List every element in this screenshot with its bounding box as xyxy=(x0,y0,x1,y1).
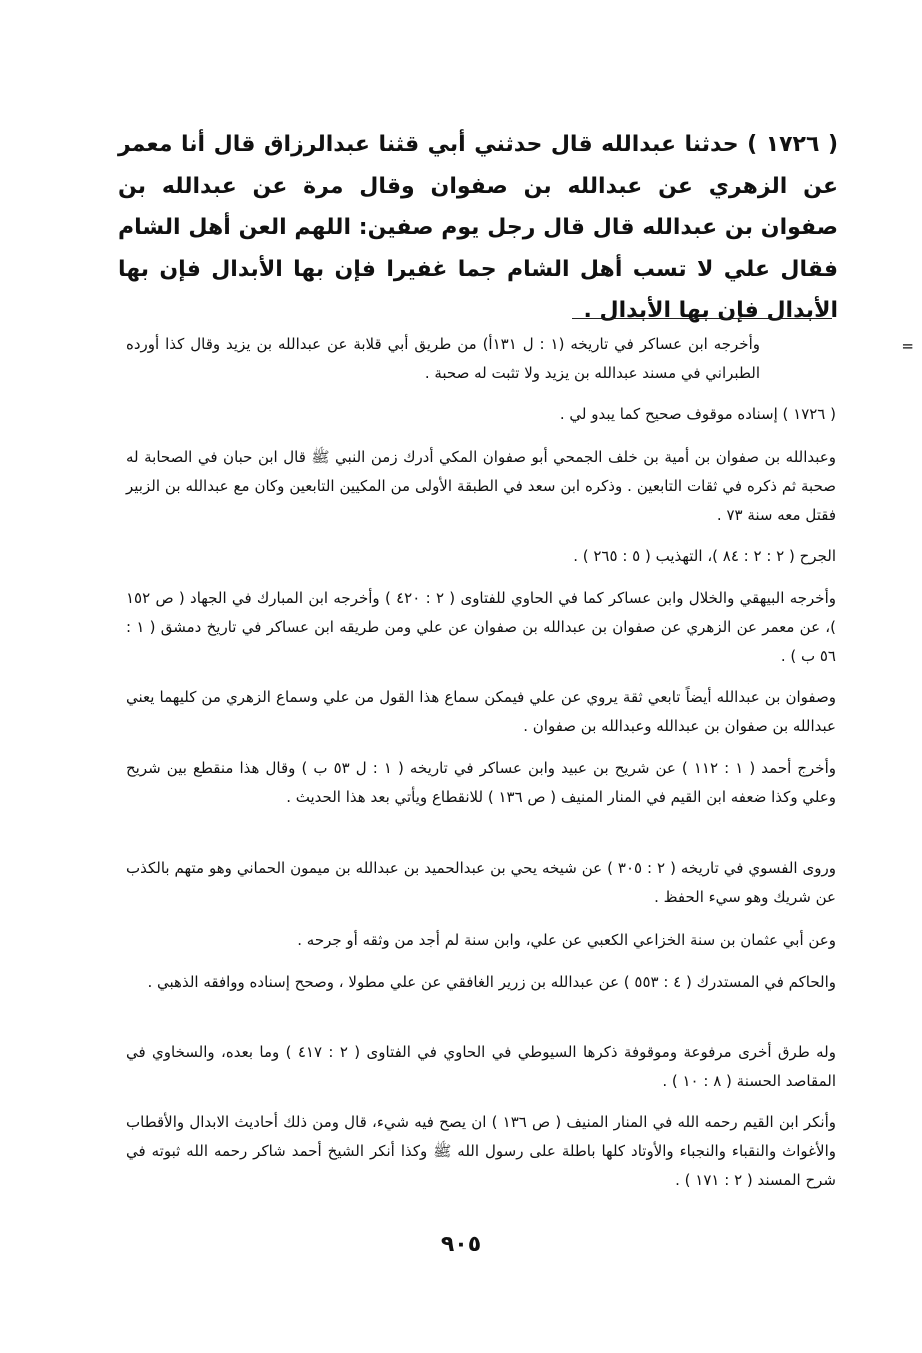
footnote-paragraph: وصفوان بن عبدالله أيضاً تابعي ثقة يروي عن علي فيمكن سماع هذا القول من علي وسماع الزهري من كليهما يعني عبدالله بن صفوان بن عبدالله وعبدالله بن صفوان . xyxy=(126,688,836,735)
continuation-marker: = xyxy=(901,337,914,355)
footnote-paragraph: وأنكر ابن القيم رحمه الله في المنار المنيف ( ص ١٣٦ ) ان يصح فيه شيء، قال ومن ذلك أحاديث الابدال والأقطاب والأغواث والنقباء والنجباء والأوتاد كلها باطلة على رسول الله ﷺ وكذا أنكر الشيخ أحمد شاكر رحمه الله ثبوته في شرح المسند ( ٢ : ١٧١ ) . xyxy=(126,1113,836,1189)
footnote-paragraph: وله طرق أخرى مرفوعة وموقوفة ذكرها السيوطي في الحاوي في الفتاوى ( ٢ : ٤١٧ ) وما بعده، والسخاوي في المقاصد الحسنة ( ٨ : ١٠ ) . xyxy=(126,1043,836,1090)
page-number: ٩٠٥ xyxy=(440,1232,482,1257)
footnote-paragraph: وعن أبي عثمان بن سنة الخزاعي الكعبي عن علي، وابن سنة لم أجد من وثقه أو جرحه . xyxy=(297,931,836,949)
footnote-paragraph: والحاكم في المستدرك ( ٤ : ٥٥٣ ) عن عبدالله بن زرير الغافقي عن علي مطولا ، وصحح إسناده ووافقه الذهبي . xyxy=(147,973,836,991)
footnote-paragraph: وأخرجه البيهقي والخلال وابن عساكر كما في الحاوي للفتاوى ( ٢ : ٤٢٠ ) وأخرجه ابن المبارك في الجهاد ( ص ١٥٢ )، عن معمر عن الزهري عن صفوان بن عبدالله بن صفوان عن علي ومن طريقه ابن عساكر في تاريخ دمشق ( ١ : ٥٦ ب ) . xyxy=(126,589,836,665)
footnote-paragraph: الجرح ( ٢ : ٢ : ٨٤ )، التهذيب ( ٥ : ٢٦٥ ) . xyxy=(573,547,836,565)
footnote-header: ( ١٧٢٦ ) إسناده موقوف صحيح كما يبدو لي . xyxy=(559,405,836,423)
hadith-text: ( ١٧٢٦ ) حدثنا عبدالله قال حدثني أبي قثنا عبدالرزاق قال أنا معمر عن الزهري عن عبدالله بن صفوان وقال مرة عن عبدالله بن صفوان بن عبدالله قال قال رجل يوم صفين: اللهم العن أهل الشام فقال علي لا تسب أهل الشام جما غفيرا فإن بها الأبدال فإن بها الأبدال فإن بها الأبدال . xyxy=(118,132,838,323)
footnote-paragraph: وروى الفسوي في تاريخه ( ٢ : ٣٠٥ ) عن شيخه يحي بن عبدالحميد بن عبدالله بن ميمون الحماني وهو متهم بالكذب عن شريك وهو سيء الحفظ . xyxy=(126,859,837,906)
footnote-continuation: وأخرجه ابن عساكر في تاريخه (١ : ل ١٣١أ) من طريق أبي قلابة عن عبدالله بن يزيد وقال كذا أورده الطبراني في مسند عبدالله بن يزيد ولا تثبت له صحبة . xyxy=(126,335,760,382)
footnote-paragraph: وأخرج أحمد ( ١ : ١١٢ ) عن شريح بن عبيد وابن عساكر في تاريخه ( ١ : ل ٥٣ ب ) وقال هذا منقطع بين شريح وعلي وكذا ضعفه ابن القيم في المنار المنيف ( ص ١٣٦ ) للانقطاع ويأتي بعد هذا الحديث . xyxy=(126,759,836,806)
footnote-paragraph: وعبدالله بن صفوان بن أمية بن خلف الجمحي أبو صفوان المكي أدرك زمن النبي ﷺ قال ابن حبان في الصحابة له صحبة ثم ذكره في ثقات التابعين . وذكره ابن سعد في الطبقة الأولى من المكيين التابعين وكان مع عبدالله بن الزبير فقتل معه سنة ٧٣ . xyxy=(126,448,836,524)
footnote-separator xyxy=(572,318,832,319)
